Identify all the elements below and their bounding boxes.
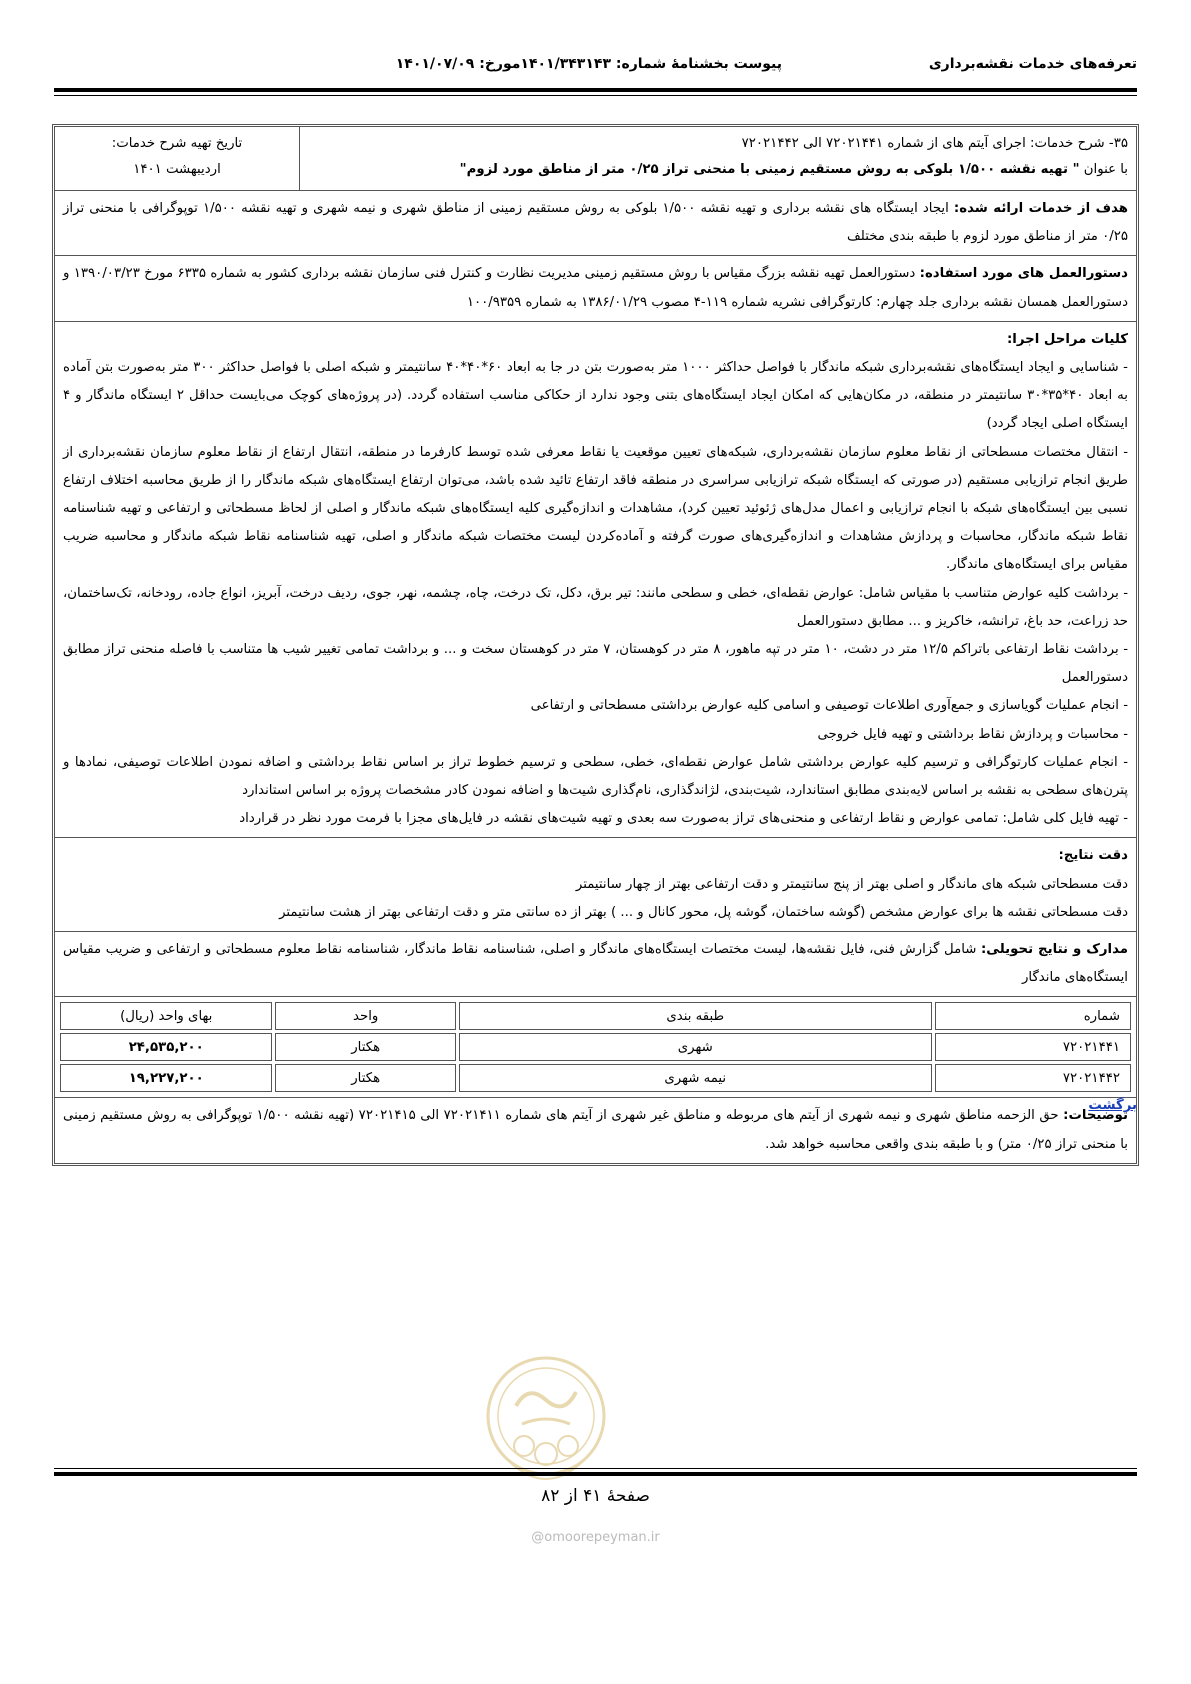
price-table	[57, 999, 1134, 1095]
table-header-row	[60, 1002, 1131, 1030]
step-item: - انجام عملیات گویاسازی و جمع‌آوری اطلاعات توصیفی و اسامی کلیه عوارض برداشتی مسطحاتی و ارتفاعی	[530, 698, 1128, 714]
instructions-label: دستورالعمل های مورد استفاده:	[919, 266, 1129, 282]
accuracy-section	[55, 838, 1136, 932]
item-classification: شهری	[459, 1033, 932, 1061]
instructions-text: دستورالعمل تهیه نقشه بزرگ مقیاس با روش مستقیم زمینی مدیریت نظارت و کنترل فنی سازمان نقشه برداری کشور به شماره ۶۳۳۵ مورخ ۱۳۹۰/۰۳/۲۳ و دستورالعمل همسان نقشه برداری جلد چهارم: کارتوگرافی نشریه شماره ۱۱۹-۴ مصوب ۱۳۸۶/۰۱/۲۹ به شماره ۱۰۰/۹۳۵۹	[63, 266, 1128, 310]
goal-text: ایجاد ایستگاه های نقشه برداری و تهیه نقشه ۱/۵۰۰ بلوکی به روش مستقیم زمینی از مناطق شهری و نیمه شهری و تهیه نقشه ۱/۵۰۰ توپوگرافی با منحنی تراز ۰/۲۵ متر از مناطق مورد لزوم با طبقه بندی مختلف	[63, 201, 1128, 245]
table-row	[60, 1064, 1131, 1092]
header-rule-thick	[54, 88, 1137, 92]
footer-rule-thin	[54, 1468, 1137, 1469]
steps-section	[55, 322, 1136, 839]
preparation-date-box	[55, 127, 299, 190]
service-description	[299, 127, 1136, 190]
instructions-section	[55, 256, 1136, 321]
page-header	[54, 56, 1137, 78]
service-spec-frame	[52, 124, 1139, 1166]
steps-label: کلیات مراحل اجرا:	[1006, 331, 1128, 347]
goal-label: هدف از خدمات ارائه شده:	[953, 201, 1128, 216]
page-number: صفحهٔ ۴۱ از ۸۲	[541, 1486, 650, 1506]
service-title-line	[308, 157, 1128, 183]
preparation-date-label: تاریخ تهیه شرح خدمات:	[111, 136, 243, 151]
service-title-row	[55, 127, 1136, 191]
notes-text: حق الزحمه مناطق شهری و نیمه شهری از آیتم های مربوطه و مناطق غیر شهری از آیتم های شماره ۷۲۰۲۱۴۱۱ الی ۷۲۰۲۱۴۱۵ (تهیه نقشه ۱/۵۰۰ توپوگرافی به روش مستقیم زمینی با منحنی تراز ۰/۲۵ متر) و با طبقه بندی واقعی محاسبه خواهد شد.	[63, 1108, 1128, 1152]
notes-label: توضیحات:	[1063, 1108, 1129, 1124]
attachment-reference: پیوست بخشنامهٔ شماره: ۱۴۰۱/۳۴۳۱۴۳مورخ: ۱۴۰۱/۰۷/۰۹	[395, 56, 782, 72]
step-item: - محاسبات و پردازش نقاط برداشتی و تهیه فایل خروجی	[817, 726, 1128, 742]
item-classification: نیمه شهری	[459, 1064, 932, 1092]
item-unit: هکتار	[275, 1064, 456, 1092]
header-unit: واحد	[275, 1002, 456, 1030]
step-item: - برداشت نقاط ارتفاعی باتراکم ۱۲/۵ متر در دشت، ۱۰ متر در تپه ماهور، ۸ متر در کوهستان، ۷ متر در کوهستان سخت و ... و برداشت تمامی تغییر شیب ها متناسب با فاصله منحنی تراز مطابق دستورالعمل	[63, 642, 1128, 686]
document-title: تعرفه‌های خدمات نقشه‌برداری	[928, 56, 1137, 72]
step-item: - شناسایی و ایجاد ایستگاه‌های نقشه‌برداری شبکه ماندگار با فواصل حداکثر ۱۰۰۰ متر به‌صورت بتن در جا به ابعاد ۶۰*۴۰*۴۰ سانتیمتر و شبکه اصلی با فواصل حداکثر ۳۰۰ متر به‌صورت بتن آماده به ابعاد ۴۰*۳۵*۳۰ سانتیمتر در منطقه، در مکان‌هایی که امکان ایجاد ایستگاه‌های بتنی وجود ندارد از حکاکی مناسب استفاده گردد. (در پروژه‌های کوچک می‌بایست حداقل ۲ ایستگاه ماندگار و ۴ ایستگاه اصلی ایجاد گردد)	[63, 360, 1128, 432]
site-watermark: @omoorepeyman.ir	[531, 1530, 660, 1545]
header-rule-thin	[54, 95, 1137, 96]
goal-section	[55, 191, 1136, 256]
step-item: - برداشت کلیه عوارض متناسب با مقیاس شامل: عوارض نقطه‌ای، خطی و سطحی مانند: تیر برق، دکل، تک درخت، چاه، چشمه، نهر، جوی، ردیف درخت، آبریز، انواع جاده، رودخانه، تک‌ساختمان، حد زراعت، حد باغ، ترانشه، خاکریز و ... مطابق دستورالعمل	[63, 585, 1128, 629]
header-classification: طبقه بندی	[459, 1002, 932, 1030]
deliverables-label: مدارک و نتایج تحویلی:	[980, 942, 1128, 958]
step-item: - انجام عملیات کارتوگرافی و ترسیم کلیه عوارض برداشتی شامل عوارض نقطه‌ای، خطی، سطحی و ترسیم خطوط تراز بر اساس نقاط برداشتی و اضافه نمودن اطلاعات توصیفی، نمادها و پترن‌های سطحی به نقشه بر اساس لایه‌بندی مطابق استاندارد، شیت‌بندی، لژاندگذاری، نام‌گذاری شیت‌ها و اضافه نمودن کادر مشخصات پروژه بر اساس استاندارد	[63, 754, 1128, 799]
deliverables-section	[55, 932, 1136, 997]
back-link[interactable]: برگشت	[1088, 1098, 1137, 1113]
footer-rule-thick	[54, 1472, 1137, 1476]
accuracy-item: دقت مسطحاتی نقشه ها برای عوارض مشخص (گوشه ساختمان، گوشه پل، محور کانال و ... ) بهتر از ده سانتی متر و دقت ارتفاعی بهتر از هشت سانتیمتر	[279, 904, 1128, 920]
item-number: ۷۲۰۲۱۴۴۲	[935, 1064, 1131, 1092]
accuracy-item: دقت مسطحاتی شبکه های ماندگار و اصلی بهتر از پنج سانتیمتر و دقت ارتفاعی بهتر از چهار سانتیمتر	[575, 876, 1128, 892]
preparation-date-value: اردیبهشت ۱۴۰۱	[133, 162, 221, 177]
step-item: - تهیه فایل کلی شامل: تمامی عوارض و نقاط ارتفاعی و منحنی‌های تراز به‌صورت سه بعدی و تهیه شیت‌های نقشه در فایل‌های مجزا با فرمت مورد نظر در قرارداد	[239, 811, 1128, 827]
header-unit-price: بهای واحد (ریال)	[60, 1002, 272, 1030]
price-table-wrap	[55, 997, 1136, 1098]
item-unit-price: ۲۴,۵۳۵,۲۰۰	[60, 1033, 272, 1061]
item-number: ۷۲۰۲۱۴۴۱	[935, 1033, 1131, 1061]
item-unit: هکتار	[275, 1033, 456, 1061]
table-row	[60, 1033, 1131, 1061]
accuracy-label: دقت نتایج:	[1058, 848, 1128, 864]
header-number: شماره	[935, 1002, 1131, 1030]
deliverables-text: شامل گزارش فنی، فایل نقشه‌ها، لیست مختصات ایستگاه‌های ماندگار و اصلی، شناسنامه نقاط ماندگار، شناسنامه نقاط معلوم مسطحاتی و ارتفاعی و ضریب مقیاس ایستگاه‌های ماندگار	[63, 942, 1128, 986]
notes-section	[55, 1098, 1136, 1162]
service-title: " تهیه نقشه ۱/۵۰۰ بلوکی به روش مستقیم زمینی با منحنی تراز ۰/۲۵ متر از مناطق مورد لزوم"	[459, 162, 1080, 177]
service-title-prefix: با عنوان	[1079, 162, 1128, 177]
service-items-line: ۳۵- شرح خدمات: اجرای آیتم های از شماره ۷۲۰۲۱۴۴۱ الی ۷۲۰۲۱۴۴۲	[741, 136, 1128, 151]
item-unit-price: ۱۹,۲۲۷,۲۰۰	[60, 1064, 272, 1092]
step-item: - انتقال مختصات مسطحاتی از نقاط معلوم سازمان نقشه‌برداری، شبکه‌های تعیین موقعیت یا نقاط معرفی شده توسط کارفرما در منطقه، انتقال ارتفاع از نقاط معلوم سازمان نقشه‌برداری از طریق انجام ترازیابی مستقیم (در صورتی که ایستگاه شبکه ترازیابی سراسری در منطقه فاقد ارتفاع تائید شده باشد، می‌توان ارتفاع ایستگاه‌های شبکه ماندگار را از طریق محاسبه اختلاف ارتفاع نسبی بین ایستگاه‌های شبکه با انجام ترازیابی و اعمال مدل‌های ژئوئید تعیین کرد)، مشاهدات و اندازه‌گیری کلیه ایستگاه‌های شبکه ماندگار و اصلی از لحاظ مسطحاتی و ارتفاعی و تهیه شناسنامه نقاط شبکه ماندگار، محاسبات و پردازش مشاهدات و اندازه‌گیری‌های صورت گرفته و آماده‌کردن لیست مختصات شبکه ماندگار و اصلی، تهیه شناسنامه نقاط شبکه ماندگار و محاسبه ضریب مقیاس برای ایستگاه‌های ماندگار.	[63, 444, 1128, 573]
